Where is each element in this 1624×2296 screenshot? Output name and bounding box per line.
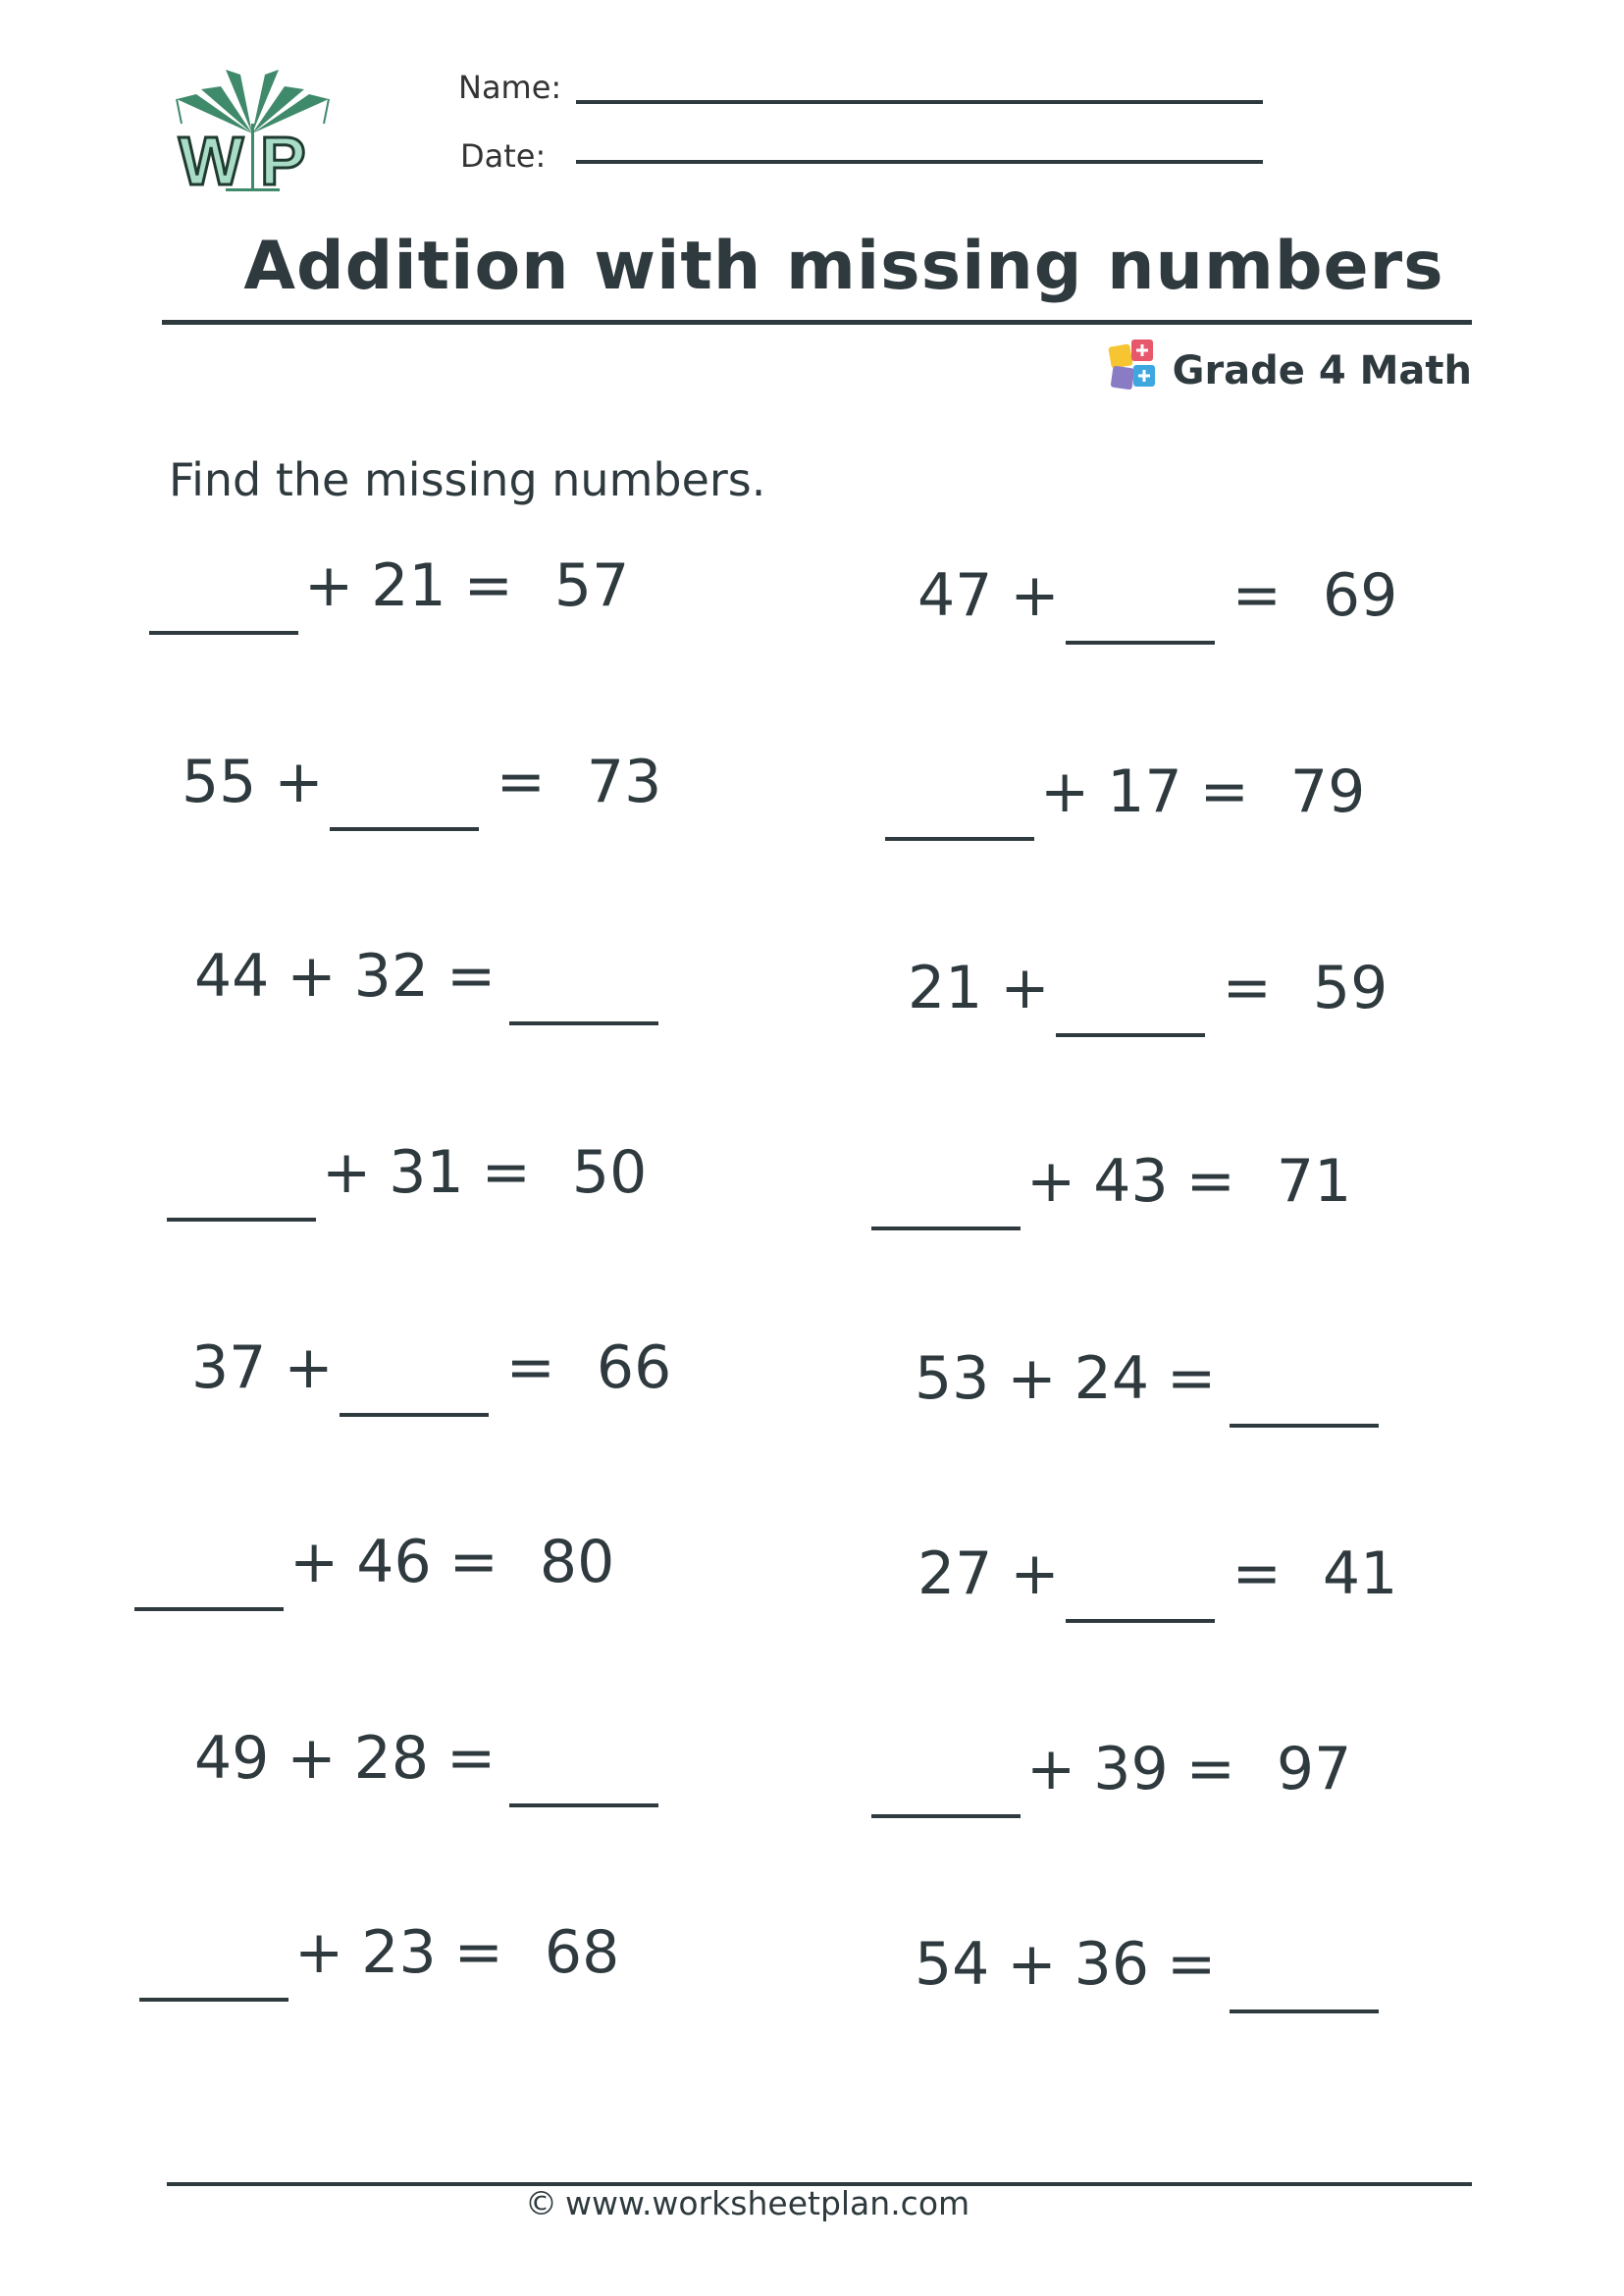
plus-sign: + xyxy=(1040,757,1090,826)
plus-sign: + xyxy=(274,748,324,816)
addend-2: 32 xyxy=(353,942,429,1011)
plus-sign: + xyxy=(1010,561,1060,630)
addend-1: 37 xyxy=(191,1333,267,1402)
plus-sign: + xyxy=(1010,1539,1060,1608)
equals-sign: = xyxy=(446,942,497,1011)
addend-2: 43 xyxy=(1093,1147,1169,1216)
addend-2: 28 xyxy=(353,1724,429,1793)
sum: 66 xyxy=(596,1333,672,1402)
date-field[interactable] xyxy=(576,160,1263,164)
sum: 80 xyxy=(539,1528,615,1596)
equation xyxy=(915,1344,1379,1413)
equation xyxy=(194,942,658,1011)
plus-sign: + xyxy=(287,1724,337,1793)
plus-sign: + xyxy=(1007,1344,1057,1413)
addend-1: 54 xyxy=(915,1930,990,1999)
equals-sign: = xyxy=(481,1138,531,1207)
equation xyxy=(885,757,1366,826)
plus-sign: + xyxy=(289,1528,340,1596)
answer-blank[interactable] xyxy=(149,631,298,635)
worksheetplan-logo xyxy=(167,65,339,194)
plus-sign: + xyxy=(1000,954,1050,1022)
addend-2: 39 xyxy=(1093,1735,1169,1803)
equation xyxy=(871,1147,1352,1216)
name-field[interactable] xyxy=(576,100,1263,104)
page-title: Addition with missing numbers xyxy=(243,228,1444,305)
equals-sign: = xyxy=(446,1724,497,1793)
svg-text:P: P xyxy=(260,123,306,194)
answer-blank[interactable] xyxy=(1066,1619,1215,1623)
copyright-icon: © xyxy=(525,2184,557,2222)
equals-sign: = xyxy=(496,748,546,816)
equation xyxy=(908,954,1388,1022)
sum: 69 xyxy=(1322,561,1398,630)
equation xyxy=(915,1930,1379,1999)
addend-2: 46 xyxy=(356,1528,432,1596)
equals-sign: = xyxy=(1185,1147,1235,1216)
answer-blank[interactable] xyxy=(1066,641,1215,645)
addend-1: 55 xyxy=(182,748,257,816)
plus-sign: + xyxy=(287,942,337,1011)
addend-2: 21 xyxy=(371,551,446,620)
equation xyxy=(149,551,630,620)
math-symbols-icon xyxy=(1106,338,1163,404)
grade-label: Grade 4 Math xyxy=(1172,348,1472,393)
answer-blank[interactable] xyxy=(1230,2009,1379,2013)
answer-blank[interactable] xyxy=(509,1021,658,1025)
equation xyxy=(194,1724,658,1793)
equals-sign: = xyxy=(1167,1930,1217,1999)
instructions: Find the missing numbers. xyxy=(169,453,766,506)
addend-2: 24 xyxy=(1074,1344,1149,1413)
plus-sign: + xyxy=(322,1138,372,1207)
plus-sign: + xyxy=(1026,1147,1076,1216)
plus-sign: + xyxy=(284,1333,334,1402)
equals-sign: = xyxy=(463,551,513,620)
plus-sign: + xyxy=(1007,1930,1057,1999)
equation xyxy=(139,1918,620,1987)
equals-sign: = xyxy=(1185,1735,1235,1803)
addend-2: 36 xyxy=(1074,1930,1149,1999)
answer-blank[interactable] xyxy=(330,827,479,831)
title-divider xyxy=(162,320,1472,325)
answer-blank[interactable] xyxy=(1230,1424,1379,1428)
addend-1: 44 xyxy=(194,942,270,1011)
equation xyxy=(167,1138,648,1207)
addend-1: 53 xyxy=(915,1344,990,1413)
addend-2: 23 xyxy=(361,1918,437,1987)
equals-sign: = xyxy=(505,1333,555,1402)
equation xyxy=(191,1333,672,1402)
answer-blank[interactable] xyxy=(509,1803,658,1807)
equation xyxy=(917,561,1398,630)
answer-blank[interactable] xyxy=(134,1607,284,1611)
plus-sign: + xyxy=(304,551,354,620)
sum: 50 xyxy=(571,1138,648,1207)
equals-sign: = xyxy=(1167,1344,1217,1413)
sum: 41 xyxy=(1322,1539,1398,1608)
equation xyxy=(917,1539,1398,1608)
equals-sign: = xyxy=(1199,757,1249,826)
sum: 71 xyxy=(1276,1147,1352,1216)
answer-blank[interactable] xyxy=(871,1226,1021,1230)
equation xyxy=(182,748,662,816)
addend-1: 27 xyxy=(917,1539,993,1608)
addend-1: 21 xyxy=(908,954,983,1022)
footer xyxy=(525,2184,969,2222)
plus-sign: + xyxy=(1026,1735,1076,1803)
answer-blank[interactable] xyxy=(885,837,1034,841)
answer-blank[interactable] xyxy=(167,1218,316,1222)
footer-url[interactable]: www.worksheetplan.com xyxy=(565,2184,970,2222)
addend-1: 49 xyxy=(194,1724,270,1793)
sum: 97 xyxy=(1276,1735,1352,1803)
answer-blank[interactable] xyxy=(139,1998,288,2002)
grade-badge xyxy=(1106,338,1472,404)
equation xyxy=(134,1528,615,1596)
addend-2: 31 xyxy=(389,1138,464,1207)
equals-sign: = xyxy=(1231,561,1282,630)
sum: 68 xyxy=(544,1918,620,1987)
addend-2: 17 xyxy=(1107,757,1182,826)
addend-1: 47 xyxy=(917,561,993,630)
answer-blank[interactable] xyxy=(340,1413,489,1417)
sum: 59 xyxy=(1312,954,1388,1022)
answer-blank[interactable] xyxy=(1056,1033,1205,1037)
svg-text:W: W xyxy=(179,123,244,194)
plus-sign: + xyxy=(294,1918,344,1987)
name-label: Name: xyxy=(458,69,562,106)
equals-sign: = xyxy=(1222,954,1272,1022)
sum: 73 xyxy=(586,748,662,816)
equals-sign: = xyxy=(453,1918,503,1987)
equation xyxy=(871,1735,1352,1803)
equals-sign: = xyxy=(448,1528,498,1596)
sum: 79 xyxy=(1289,757,1366,826)
date-label: Date: xyxy=(460,137,547,175)
equals-sign: = xyxy=(1231,1539,1282,1608)
sum: 57 xyxy=(553,551,630,620)
answer-blank[interactable] xyxy=(871,1814,1021,1818)
